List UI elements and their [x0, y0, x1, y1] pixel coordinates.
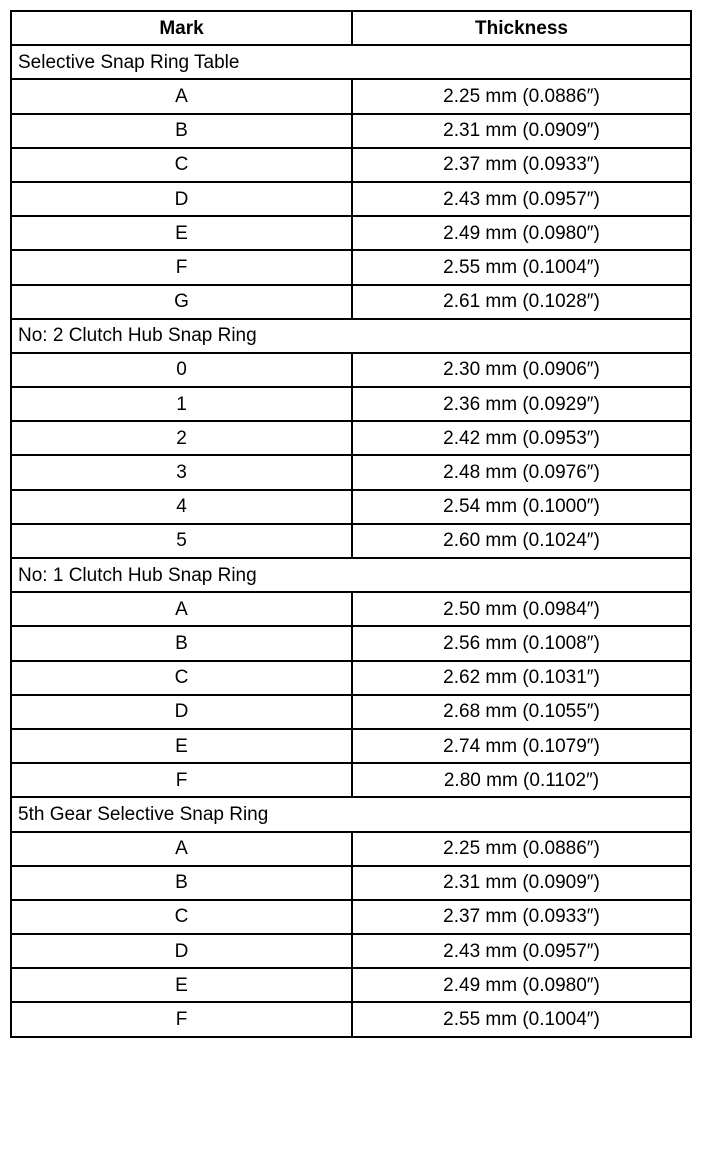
mark-cell: A: [11, 592, 352, 626]
mark-cell: 5: [11, 524, 352, 558]
mark-cell: 0: [11, 353, 352, 387]
table-row: [11, 455, 691, 489]
mark-cell: B: [11, 114, 352, 148]
thickness-cell: 2.50 mm (0.0984″): [352, 592, 691, 626]
thickness-cell: 2.31 mm (0.0909″): [352, 114, 691, 148]
thickness-cell: 2.49 mm (0.0980″): [352, 216, 691, 250]
mark-cell: E: [11, 729, 352, 763]
section-header-row: [11, 319, 691, 353]
mark-cell: D: [11, 182, 352, 216]
mark-cell: E: [11, 968, 352, 1002]
thickness-cell: 2.62 mm (0.1031″): [352, 661, 691, 695]
table-row: [11, 729, 691, 763]
thickness-cell: 2.42 mm (0.0953″): [352, 421, 691, 455]
table-body: [11, 45, 691, 1036]
thickness-cell: 2.55 mm (0.1004″): [352, 1002, 691, 1036]
table-row: [11, 592, 691, 626]
table-row: [11, 695, 691, 729]
mark-cell: 2: [11, 421, 352, 455]
thickness-cell: 2.56 mm (0.1008″): [352, 626, 691, 660]
thickness-column-header: Thickness: [352, 11, 691, 45]
table-row: [11, 79, 691, 113]
mark-cell: F: [11, 250, 352, 284]
mark-cell: 1: [11, 387, 352, 421]
table-row: [11, 216, 691, 250]
table-row: [11, 626, 691, 660]
mark-column-header: Mark: [11, 11, 352, 45]
table-row: [11, 900, 691, 934]
table-row: [11, 114, 691, 148]
header-row: [11, 11, 691, 45]
table-row: [11, 182, 691, 216]
mark-cell: E: [11, 216, 352, 250]
table-row: [11, 968, 691, 1002]
thickness-cell: 2.80 mm (0.1102″): [352, 763, 691, 797]
mark-cell: 3: [11, 455, 352, 489]
thickness-cell: 2.25 mm (0.0886″): [352, 79, 691, 113]
thickness-cell: 2.43 mm (0.0957″): [352, 934, 691, 968]
mark-cell: G: [11, 285, 352, 319]
table-row: [11, 524, 691, 558]
thickness-cell: 2.25 mm (0.0886″): [352, 832, 691, 866]
thickness-cell: 2.61 mm (0.1028″): [352, 285, 691, 319]
table-row: [11, 832, 691, 866]
mark-cell: F: [11, 763, 352, 797]
thickness-cell: 2.60 mm (0.1024″): [352, 524, 691, 558]
thickness-cell: 2.55 mm (0.1004″): [352, 250, 691, 284]
table-row: [11, 934, 691, 968]
mark-cell: B: [11, 626, 352, 660]
mark-cell: C: [11, 900, 352, 934]
table-row: [11, 1002, 691, 1036]
thickness-cell: 2.36 mm (0.0929″): [352, 387, 691, 421]
section-header-row: [11, 797, 691, 831]
thickness-cell: 2.43 mm (0.0957″): [352, 182, 691, 216]
table-row: [11, 421, 691, 455]
snap-ring-table: [10, 10, 692, 1038]
table-row: [11, 387, 691, 421]
thickness-cell: 2.37 mm (0.0933″): [352, 148, 691, 182]
table-row: [11, 866, 691, 900]
section-header-row: [11, 45, 691, 79]
thickness-cell: 2.68 mm (0.1055″): [352, 695, 691, 729]
thickness-cell: 2.31 mm (0.0909″): [352, 866, 691, 900]
thickness-cell: 2.30 mm (0.0906″): [352, 353, 691, 387]
table-row: [11, 353, 691, 387]
table-row: [11, 490, 691, 524]
section-title: 5th Gear Selective Snap Ring: [11, 797, 691, 831]
mark-cell: C: [11, 661, 352, 695]
thickness-cell: 2.54 mm (0.1000″): [352, 490, 691, 524]
thickness-cell: 2.37 mm (0.0933″): [352, 900, 691, 934]
mark-cell: A: [11, 79, 352, 113]
mark-cell: B: [11, 866, 352, 900]
section-title: No: 2 Clutch Hub Snap Ring: [11, 319, 691, 353]
table-row: [11, 148, 691, 182]
mark-cell: A: [11, 832, 352, 866]
mark-cell: 4: [11, 490, 352, 524]
section-title: Selective Snap Ring Table: [11, 45, 691, 79]
thickness-cell: 2.48 mm (0.0976″): [352, 455, 691, 489]
table-row: [11, 763, 691, 797]
thickness-cell: 2.49 mm (0.0980″): [352, 968, 691, 1002]
thickness-cell: 2.74 mm (0.1079″): [352, 729, 691, 763]
mark-cell: F: [11, 1002, 352, 1036]
table-row: [11, 661, 691, 695]
mark-cell: C: [11, 148, 352, 182]
table-row: [11, 285, 691, 319]
section-header-row: [11, 558, 691, 592]
mark-cell: D: [11, 934, 352, 968]
table-row: [11, 250, 691, 284]
mark-cell: D: [11, 695, 352, 729]
section-title: No: 1 Clutch Hub Snap Ring: [11, 558, 691, 592]
